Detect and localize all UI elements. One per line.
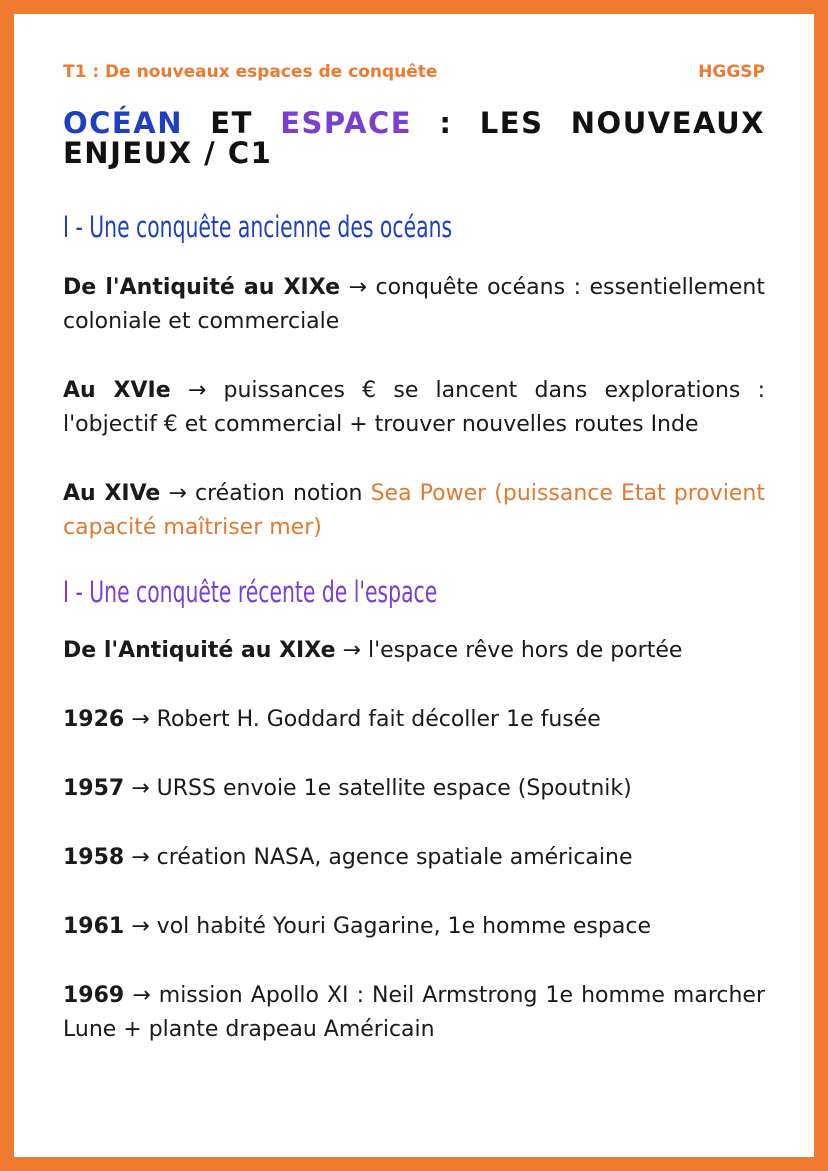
arrow-icon: → (132, 983, 151, 1008)
section-title-oceans: I - Une conquête ancienne des océans (63, 210, 453, 244)
paragraph (63, 772, 765, 806)
paragraph-bold: 1961 (63, 914, 125, 939)
paragraph (63, 910, 765, 944)
paragraph-text: puissances € se lancent dans explorations : l'objectif € et commercial + trouver nouvelles routes Inde (63, 378, 765, 437)
paragraph-bold: De l'Antiquité au XIXe (63, 638, 336, 663)
paragraph-bold: 1957 (63, 776, 125, 801)
paragraph (63, 271, 765, 339)
paragraph-text: URSS envoie 1e satellite espace (Spoutnik) (156, 776, 632, 801)
paragraph-text: création NASA, agence spatiale américaine (156, 845, 633, 870)
page-title (63, 108, 765, 168)
highlight-text: Sea Power (puissance Etat provient capacité maîtriser mer) (63, 481, 765, 540)
paragraph (63, 374, 765, 442)
arrow-icon: → (187, 378, 207, 403)
paragraph-text: mission Apollo XI : Neil Armstrong 1e homme marcher Lune + plante drapeau Américain (63, 983, 765, 1042)
arrow-icon: → (168, 481, 187, 506)
paragraph (63, 979, 765, 1047)
paragraph (63, 477, 765, 545)
arrow-icon: → (131, 914, 150, 939)
paragraph-bold: 1958 (63, 845, 125, 870)
paragraph-bold: 1969 (63, 983, 125, 1008)
paragraph-bold: 1926 (63, 707, 125, 732)
paragraph-bold: Au XVIe (63, 378, 171, 403)
paragraph-text: l'espace rêve hors de portée (367, 638, 683, 663)
header-topic: T1 : De nouveaux espaces de conquête (63, 62, 438, 82)
arrow-icon: → (131, 776, 150, 801)
arrow-icon: → (348, 275, 367, 300)
section-title-espace: I - Une conquête récente de l'espace (63, 575, 438, 609)
paragraph (63, 703, 765, 737)
paragraph-text: création notion (195, 481, 363, 506)
paragraph-text: conquête océans : essentiellement coloniale et commerciale (63, 275, 765, 334)
title-rest: : LES NOUVEAUX ENJEUX / C1 (63, 106, 765, 170)
page (14, 14, 814, 1157)
paragraph (63, 634, 765, 668)
arrow-icon: → (342, 638, 361, 663)
arrow-icon: → (131, 707, 150, 732)
paragraph-bold: De l'Antiquité au XIXe (63, 275, 341, 300)
header-subject: HGGSP (698, 62, 765, 82)
title-word-et: ET (210, 106, 253, 140)
header (63, 62, 765, 82)
paragraph-text: vol habité Youri Gagarine, 1e homme espace (156, 914, 651, 939)
title-word-ocean: OCÉAN (63, 106, 183, 140)
paragraph (63, 841, 765, 875)
title-word-espace: ESPACE (280, 106, 413, 140)
arrow-icon: → (131, 845, 150, 870)
paragraph-text: Robert H. Goddard fait décoller 1e fusée (156, 707, 601, 732)
paragraph-bold: Au XIVe (63, 481, 161, 506)
